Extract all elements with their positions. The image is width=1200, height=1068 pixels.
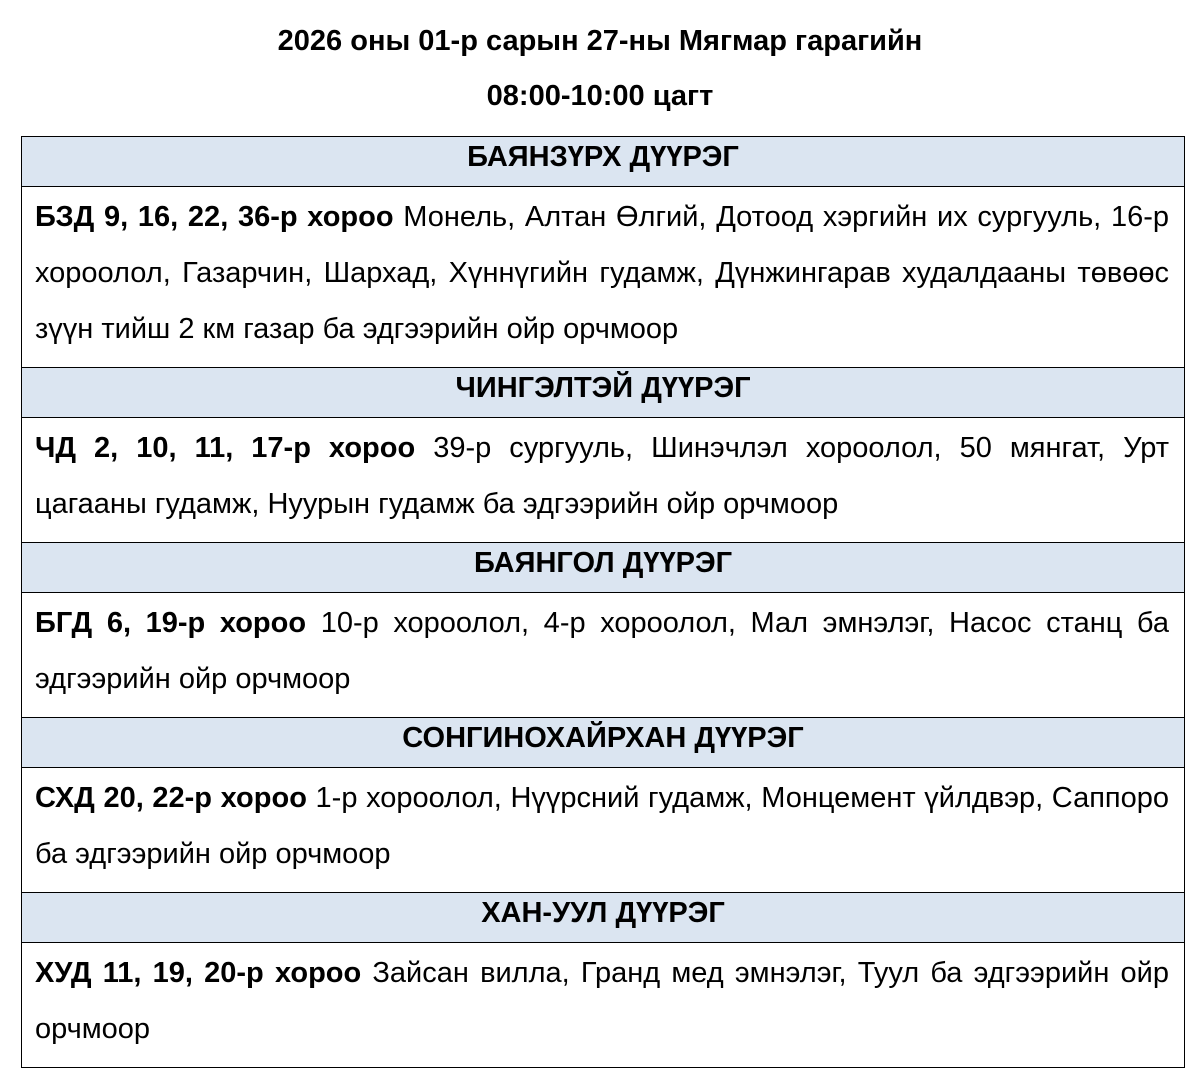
khoroo-list: БЗД 9, 16, 22, 36-р хороо — [35, 201, 394, 233]
district-header-row — [22, 893, 1185, 943]
district-name: БАЯНГОЛ ДҮҮРЭГ — [22, 543, 1185, 593]
district-detail — [22, 187, 1185, 368]
area-list: 1-р хороолол, Нүүрсний гудамж, Монцемент үйлдвэр, Саппоро ба эдгээрийн ойр орчмоор — [35, 782, 1169, 870]
district-detail-row — [22, 593, 1185, 718]
area-list: 10-р хороолол, 4-р хороолол, Мал эмнэлэг, Насос станц ба эдгээрийн ойр орчмоор — [35, 607, 1169, 695]
district-name: БАЯНЗҮРХ ДҮҮРЭГ — [22, 137, 1185, 187]
khoroo-list: ЧД 2, 10, 11, 17-р хороо — [35, 432, 416, 464]
district-detail-row — [22, 943, 1185, 1068]
area-list: Монель, Алтан Өлгий, Дотоод хэргийн их сургууль, 16-р хороолол, Газарчин, Шархад, Хүннүгийн гудамж, Дүнжингарав худалдааны төвөөс зүүн тийш 2 км газар ба эдгээрийн ойр орчмоор — [35, 201, 1169, 345]
district-detail-row — [22, 418, 1185, 543]
district-header-row — [22, 718, 1185, 768]
district-detail-row — [22, 768, 1185, 893]
district-name: ЧИНГЭЛТЭЙ ДҮҮРЭГ — [22, 368, 1185, 418]
document-title: 2026 оны 01-р сарын 27-ны Мягмар гарагийн — [277, 25, 923, 57]
district-name: СОНГИНОХАЙРХАН ДҮҮРЭГ — [22, 718, 1185, 768]
district-header-row — [22, 368, 1185, 418]
area-list: 39-р сургууль, Шинэчлэл хороолол, 50 мянгат, Урт цагааны гудамж, Нуурын гудамж ба эдгээрийн ойр орчмоор — [35, 432, 1169, 520]
district-detail — [22, 768, 1185, 893]
district-detail-row — [22, 187, 1185, 368]
khoroo-list: БГД 6, 19-р хороо — [35, 607, 307, 639]
district-detail — [22, 418, 1185, 543]
khoroo-list: СХД 20, 22-р хороо — [35, 782, 307, 814]
outage-schedule-table — [21, 136, 1185, 1068]
area-list: Зайсан вилла, Гранд мед эмнэлэг, Туул ба эдгээрийн ойр орчмоор — [35, 957, 1170, 1045]
district-detail — [22, 943, 1185, 1068]
district-header-row — [22, 543, 1185, 593]
time-range: 08:00-10:00 цагт — [486, 80, 714, 112]
district-detail — [22, 593, 1185, 718]
khoroo-list: ХУД 11, 19, 20-р хороо — [35, 957, 362, 989]
district-header-row — [22, 137, 1185, 187]
district-name: ХАН-УУЛ ДҮҮРЭГ — [22, 893, 1185, 943]
